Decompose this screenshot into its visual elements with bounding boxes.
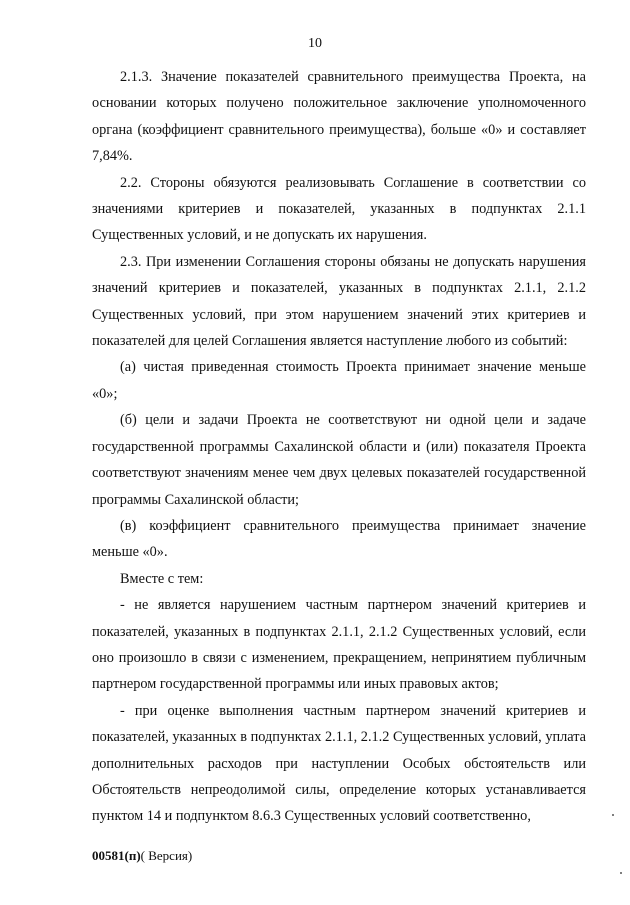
footer-version: ( Версия) [140, 848, 193, 863]
paragraph-2-1-3: 2.1.3. Значение показателей сравнительного преимущества Проекта, на основании которых получено положительное заключение уполномоченного органа (коэффициент сравнительного преимущества), больше «0» и составляет 7,84%. [92, 69, 586, 165]
document-body [92, 64, 586, 830]
paragraph-item-b: (б) цели и задачи Проекта не соответствуют ни одной цели и задаче государственной программы Сахалинской области и (или) показателя Проекта соответствуют значениям менее чем двух целевых показателей государственной программы Сахалинской области; [92, 412, 586, 508]
paragraph-bullet-2: - при оценке выполнения частным партнером значений критериев и показателей, указанных в подпунктах 2.1.1, 2.1.2 Существенных условий, уплата дополнительных расходов при наступлении Особых обстоятельств или Обстоятельств непреодолимой силы, определение которых устанавливается пунктом 14 и подпунктом 8.6.3 Существенных условий соответственно, [92, 702, 586, 825]
paragraph-item-v: (в) коэффициент сравнительного преимущества принимает значение меньше «0». [92, 517, 586, 561]
page-number: 10 [308, 36, 322, 51]
paragraph-bullet-1: - не является нарушением частным партнером значений критериев и показателей, указанных в подпунктах 2.1.1, 2.1.2 Существенных условий, если оно произошло в связи с изменением, прекращением, непринятием публичным партнером государственной программы или иных правовых актов; [92, 597, 586, 693]
scan-speck [612, 814, 614, 816]
footer [92, 848, 192, 864]
paragraph-item-a: (а) чистая приведенная стоимость Проекта принимает значение меньше «0»; [92, 359, 586, 402]
paragraph-vmeste-s-tem: Вместе с тем: [120, 570, 204, 587]
paragraph-2-2: 2.2. Стороны обязуются реализовывать Соглашение в соответствии со значениями критериев и показателей, указанных в подпунктах 2.1.1 Существенных условий, и не допускать их нарушения. [92, 174, 586, 244]
footer-code: 00581(п) [92, 848, 141, 863]
scan-speck [620, 872, 622, 874]
paragraph-2-3: 2.3. При изменении Соглашения стороны обязаны не допускать нарушения значений критериев и показателей, указанных в подпунктах 2.1.1, 2.1.2 Существенных условий, при этом нарушением значений этих критериев и показателей для целей Соглашения является наступление любого из событий: [92, 253, 586, 350]
